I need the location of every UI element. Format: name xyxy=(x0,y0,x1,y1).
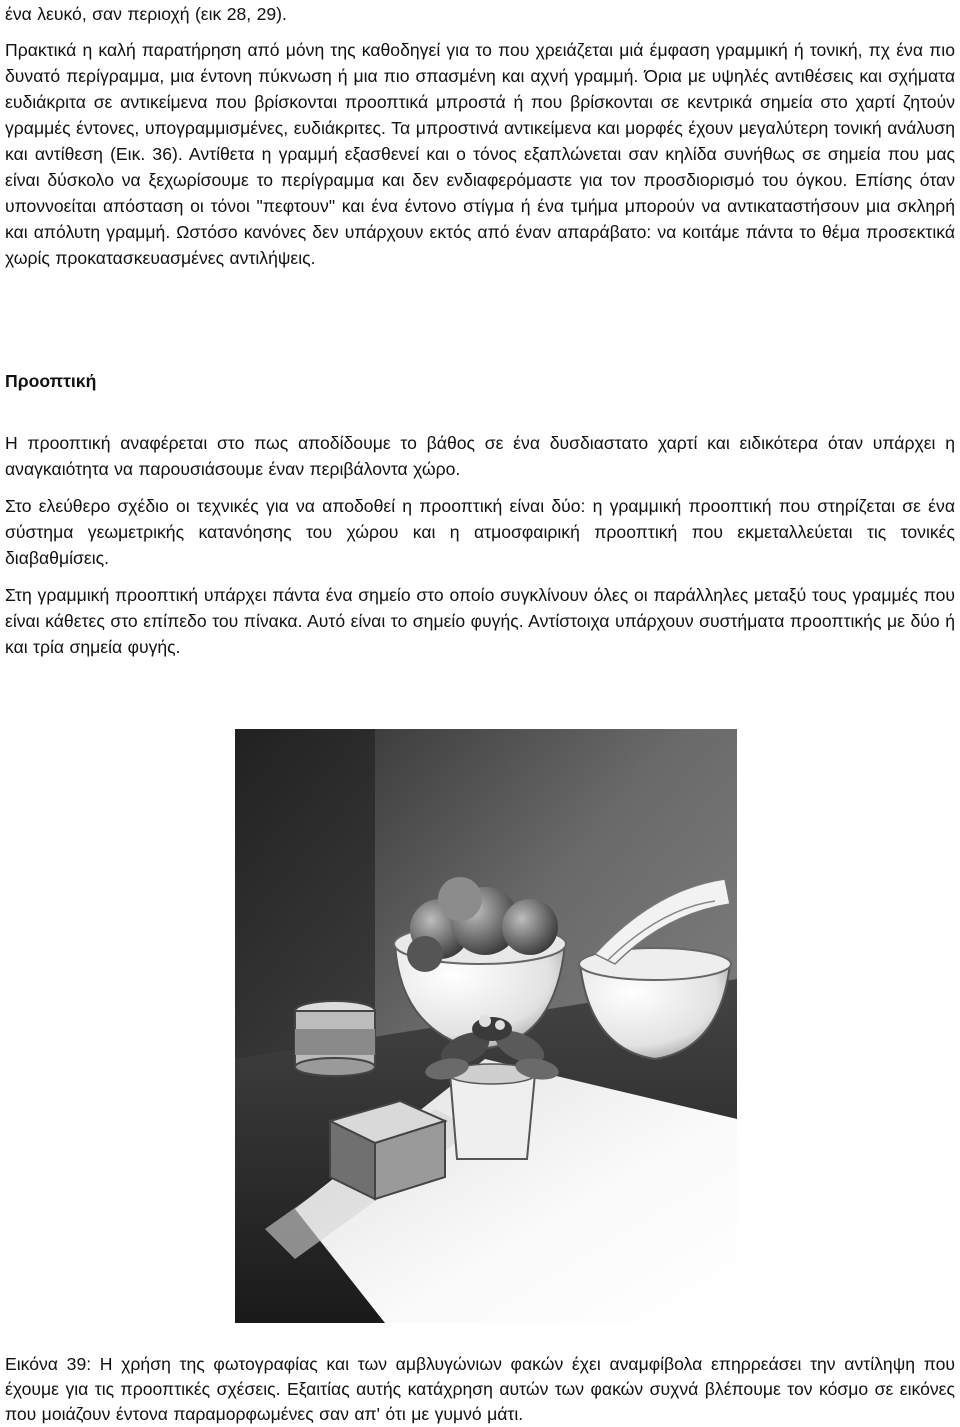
paragraph-perspective-definition: Η προοπτική αναφέρεται στο πως αποδίδουμε το βάθος σε ένα δυσδιαστατο χαρτί και ειδικότερα όταν υπάρχει η αναγκαιότητα να παρουσιάσουμε έναν περιβάλοντα χώρο. xyxy=(5,433,955,479)
section-heading-perspective: Προοπτική xyxy=(5,371,97,391)
still-life-photo-drawing xyxy=(235,729,737,1323)
figure-caption xyxy=(5,1352,955,1427)
paragraph-linear-perspective: Στη γραμμική προοπτική υπάρχει πάντα ένα σημείο στο οποίο συγκλίνουν όλες οι παράλληλες μεταξύ τους γραμμές που είναι κάθετες στο επίπεδο του πίνακα. Αυτό είναι το σημείο φυγής. Αντίστοιχα υπάρχουν συστήματα προοπτικής με δύο ή και τρία σημεία φυγής. xyxy=(5,585,955,657)
continued-text-line: ένα λευκό, σαν περιοχή (εικ 28, 29). xyxy=(5,4,287,24)
paragraph-perspective-techniques: Στο ελεύθερο σχέδιο οι τεχνικές για να αποδοθεί η προοπτική είναι δύο: η γραμμική προοπτική που στηρίζεται σε ένα σύστημα γεωμετρικής κατανόησης του χώρου και η ατμοσφαιρική προοπτική που εκμεταλλεύεται τις τονικές διαβαθμίσεις. xyxy=(5,496,955,568)
caption-text: Εικόνα 39: Η χρήση της φωτογραφίας και των αμβλυγώνιων φακών έχει αναμφίβολα επηρρεάσει την αντίληψη που έχουμε για τις προοπτικές σχέσεις. Εξαιτίας αυτής κατάχρηση αυτών των φακών συχνά βλέπουμε τον κόσμο σε εικόνες που μοιάζουν έντονα παραμορφωμένες σαν απ' ότι με γυμνό μάτι. xyxy=(5,1354,955,1424)
document-body xyxy=(5,0,955,660)
paragraph-line-emphasis: Πρακτικά η καλή παρατήρηση από μόνη της καθοδηγεί για το που χρειάζεται μιά έμφαση γραμμική ή τονική, πχ ένα πιο δυνατό περίγραμμα, μια έντονη πύκνωση ή μια πιο σπασμένη και αχνή γραμμή. Όρια με υψηλές αντιθέσεις και σχήματα ευδιάκριτα σε αντικείμενα που βρίσκονται προοπτικά μπροστά ή που βρίσκονται σε κεντρικά σημεία στο χαρτί ζητούν γραμμές έντονες, υπογραμμισμένες, ευδιάκριτες. Τα μπροστινά αντικείμενα και μορφές έχουν μεγαλύτερη τονική ανάλυση και αντίθεση (Εικ. 36). Αντίθετα η γραμμή εξασθενεί και ο τόνος εξαπλώνεται σαν κηλίδα συνήθως σε σημεία που μας είναι δύσκολο να ξεχωρίσουμε το περίγραμμα και δεν ενδιαφερόμαστε για τον προσδιορισμό του όγκου. Επίσης όταν υποννοείται απόσταση οι τόνοι "πεφτουν" και ένα έντονο στίγμα ή ένα τμήμα μπορούν να αντικαταστήσουν μια σκληρή και απόλυτη γραμμή. Ωστόσο κανόνες δεν υπάρχουν εκτός από έναν απαράβατο: να κοιτάμε πάντα το θέμα προσεκτικά χωρίς προκατασκευασμένες αντιλήψεις. xyxy=(5,40,955,268)
jar-drawing xyxy=(295,1001,375,1076)
still-life-photo xyxy=(235,729,737,1323)
